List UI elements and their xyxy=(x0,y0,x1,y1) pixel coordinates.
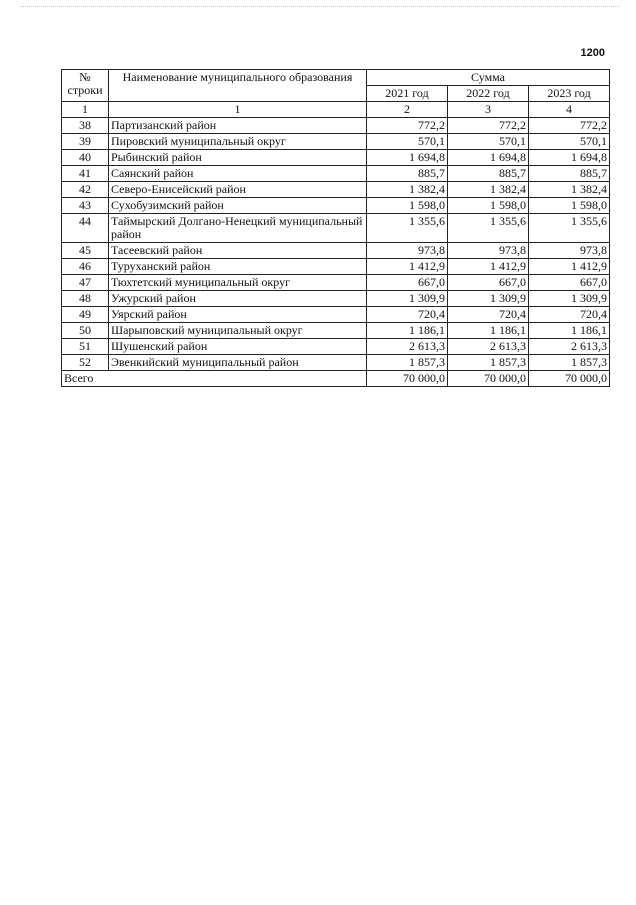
value-2022: 973,8 xyxy=(448,243,529,259)
year-header: 2023 год xyxy=(529,86,610,102)
total-row xyxy=(62,371,610,387)
table-row xyxy=(62,243,610,259)
value-2021: 1 857,3 xyxy=(367,355,448,371)
value-2023: 1 598,0 xyxy=(529,198,610,214)
table-row xyxy=(62,339,610,355)
table-row xyxy=(62,150,610,166)
municipality-name: Рыбинский район xyxy=(109,150,367,166)
name-header: Наименование муниципального образования xyxy=(109,70,367,102)
total-2022: 70 000,0 xyxy=(448,371,529,387)
total-2021: 70 000,0 xyxy=(367,371,448,387)
value-2023: 973,8 xyxy=(529,243,610,259)
municipality-name: Северо-Енисейский район xyxy=(109,182,367,198)
value-2023: 1 694,8 xyxy=(529,150,610,166)
value-2022: 1 309,9 xyxy=(448,291,529,307)
value-2023: 1 186,1 xyxy=(529,323,610,339)
year-header: 2021 год xyxy=(367,86,448,102)
municipality-name: Таймырский Долгано-Ненецкий муниципальный район xyxy=(109,214,367,243)
value-2021: 1 309,9 xyxy=(367,291,448,307)
value-2021: 667,0 xyxy=(367,275,448,291)
row-number: 40 xyxy=(62,150,109,166)
value-2023: 772,2 xyxy=(529,118,610,134)
value-2022: 720,4 xyxy=(448,307,529,323)
municipality-name: Эвенкийский муниципальный район xyxy=(109,355,367,371)
column-index: 4 xyxy=(529,102,610,118)
municipality-name: Партизанский район xyxy=(109,118,367,134)
value-2022: 570,1 xyxy=(448,134,529,150)
row-number: 44 xyxy=(62,214,109,243)
table-row xyxy=(62,307,610,323)
value-2023: 1 309,9 xyxy=(529,291,610,307)
year-header: 2022 год xyxy=(448,86,529,102)
value-2021: 1 382,4 xyxy=(367,182,448,198)
table-row xyxy=(62,259,610,275)
value-2021: 1 412,9 xyxy=(367,259,448,275)
value-2023: 1 382,4 xyxy=(529,182,610,198)
value-2021: 973,8 xyxy=(367,243,448,259)
value-2022: 2 613,3 xyxy=(448,339,529,355)
value-2022: 1 355,6 xyxy=(448,214,529,243)
allocation-table xyxy=(61,69,610,387)
municipality-name: Уярский район xyxy=(109,307,367,323)
table-body xyxy=(62,118,610,371)
row-number: 39 xyxy=(62,134,109,150)
municipality-name: Тюхтетский муниципальный округ xyxy=(109,275,367,291)
value-2022: 1 598,0 xyxy=(448,198,529,214)
row-number: 50 xyxy=(62,323,109,339)
value-2022: 1 412,9 xyxy=(448,259,529,275)
value-2022: 1 857,3 xyxy=(448,355,529,371)
row-number: 48 xyxy=(62,291,109,307)
column-index: 1 xyxy=(62,102,109,118)
municipality-name: Шушенский район xyxy=(109,339,367,355)
value-2021: 1 598,0 xyxy=(367,198,448,214)
municipality-name: Саянский район xyxy=(109,166,367,182)
value-2022: 772,2 xyxy=(448,118,529,134)
value-2021: 570,1 xyxy=(367,134,448,150)
value-2021: 1 355,6 xyxy=(367,214,448,243)
table-row xyxy=(62,198,610,214)
value-2022: 885,7 xyxy=(448,166,529,182)
value-2021: 2 613,3 xyxy=(367,339,448,355)
row-number: 46 xyxy=(62,259,109,275)
row-number: 45 xyxy=(62,243,109,259)
table-row xyxy=(62,134,610,150)
value-2022: 1 186,1 xyxy=(448,323,529,339)
sum-header: Сумма xyxy=(367,70,610,86)
page-number: 1200 xyxy=(580,47,605,59)
row-number-header: № строки xyxy=(62,70,109,102)
table-row xyxy=(62,323,610,339)
municipality-name: Сухобузимский район xyxy=(109,198,367,214)
value-2023: 667,0 xyxy=(529,275,610,291)
municipality-name: Ужурский район xyxy=(109,291,367,307)
value-2023: 720,4 xyxy=(529,307,610,323)
row-number: 42 xyxy=(62,182,109,198)
value-2021: 885,7 xyxy=(367,166,448,182)
column-index: 1 xyxy=(109,102,367,118)
value-2023: 570,1 xyxy=(529,134,610,150)
column-index-row xyxy=(62,102,610,118)
value-2021: 1 186,1 xyxy=(367,323,448,339)
row-number: 43 xyxy=(62,198,109,214)
value-2022: 1 694,8 xyxy=(448,150,529,166)
value-2023: 885,7 xyxy=(529,166,610,182)
value-2023: 2 613,3 xyxy=(529,339,610,355)
value-2023: 1 412,9 xyxy=(529,259,610,275)
table-row xyxy=(62,182,610,198)
row-number: 41 xyxy=(62,166,109,182)
value-2022: 1 382,4 xyxy=(448,182,529,198)
municipality-name: Туруханский район xyxy=(109,259,367,275)
total-2023: 70 000,0 xyxy=(529,371,610,387)
value-2023: 1 355,6 xyxy=(529,214,610,243)
table-row xyxy=(62,275,610,291)
value-2021: 1 694,8 xyxy=(367,150,448,166)
total-label: Всего xyxy=(62,371,367,387)
municipality-name: Шарыповский муниципальный округ xyxy=(109,323,367,339)
row-number: 52 xyxy=(62,355,109,371)
value-2022: 667,0 xyxy=(448,275,529,291)
column-index: 3 xyxy=(448,102,529,118)
table-row xyxy=(62,166,610,182)
municipality-name: Пировский муниципальный округ xyxy=(109,134,367,150)
scan-header-artifact xyxy=(20,6,620,11)
table-row xyxy=(62,355,610,371)
column-index: 2 xyxy=(367,102,448,118)
row-number: 38 xyxy=(62,118,109,134)
table-row xyxy=(62,291,610,307)
row-number: 49 xyxy=(62,307,109,323)
value-2021: 772,2 xyxy=(367,118,448,134)
municipality-name: Тасеевский район xyxy=(109,243,367,259)
row-number: 51 xyxy=(62,339,109,355)
row-number: 47 xyxy=(62,275,109,291)
table-row xyxy=(62,214,610,243)
value-2021: 720,4 xyxy=(367,307,448,323)
value-2023: 1 857,3 xyxy=(529,355,610,371)
table-row xyxy=(62,118,610,134)
